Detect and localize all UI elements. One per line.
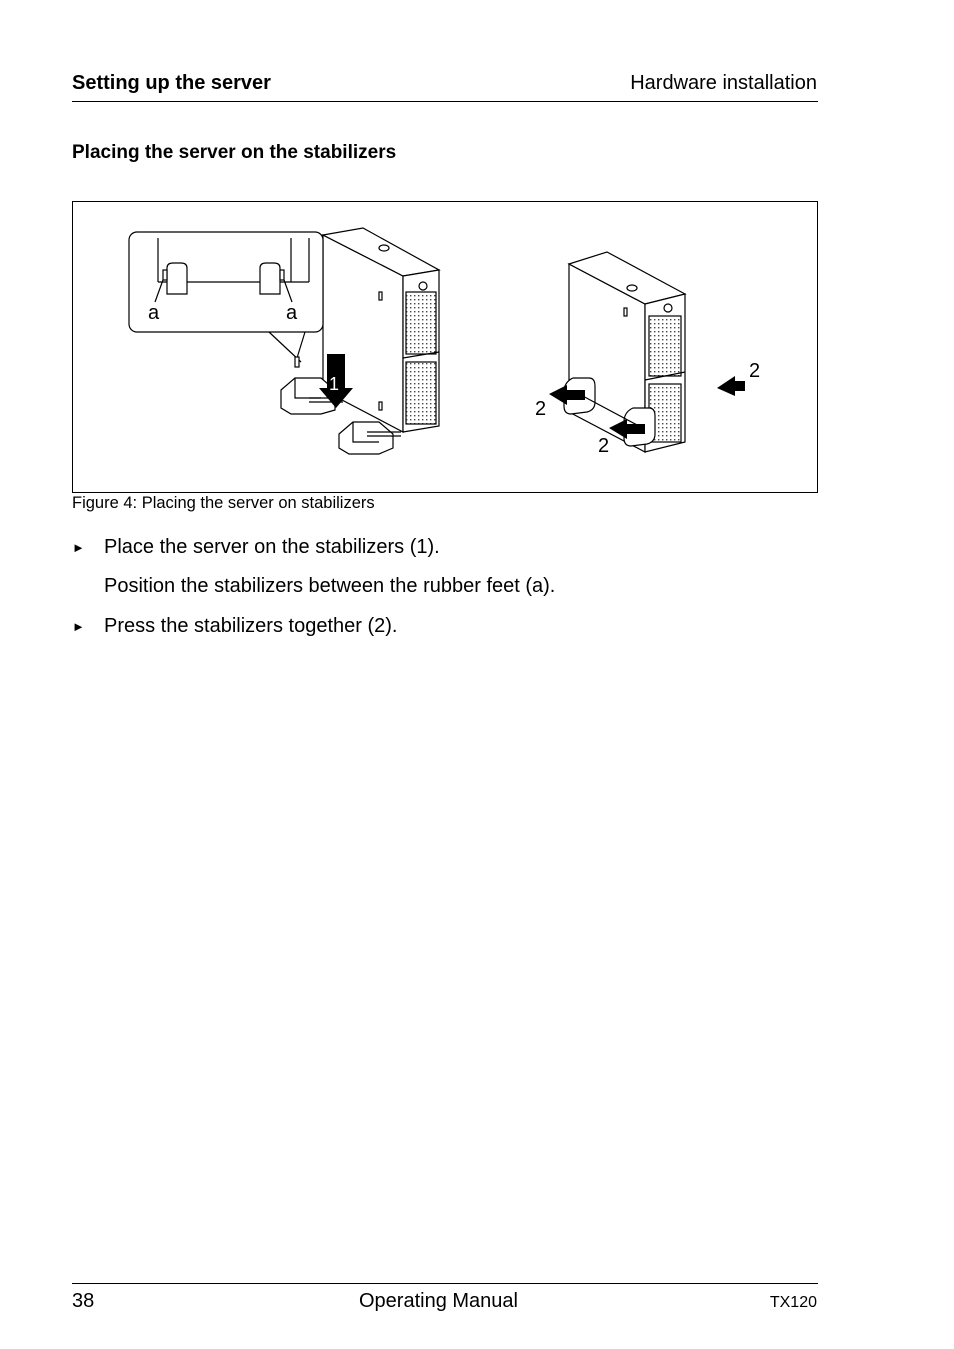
manual-title: Operating Manual [359,1290,518,1312]
running-header-section: Setting up the server [72,72,271,94]
bullet-arrow-icon: ► [72,619,85,634]
foot-label-a: a [286,302,298,324]
foot-label-a: a [148,302,160,324]
running-header-chapter: Hardware installation [630,72,817,94]
page-number: 38 [72,1290,95,1312]
product-model: TX120 [769,1294,817,1311]
section-title: Placing the server on the stabilizers [72,142,397,163]
step-2-label: 2 [749,360,761,382]
step-2-arrow-right [717,376,745,396]
footer-rule [72,1283,818,1284]
figure-caption: Figure 4: Placing the server on stabilizers [72,494,375,512]
step-2-label: 2 [535,398,547,420]
step-text: Place the server on the stabilizers (1). [104,536,440,558]
header-rule [72,101,818,102]
step-1-label: 1 [329,374,340,394]
stabilizer-illustration [73,202,817,492]
left-server-drawing [129,228,439,454]
bullet-arrow-icon: ► [72,540,85,555]
step-2-label: 2 [598,435,610,457]
step-text: Press the stabilizers together (2). [104,615,398,637]
step-note: Position the stabilizers between the rubber feet (a). [104,575,556,597]
figure-frame [72,201,818,493]
